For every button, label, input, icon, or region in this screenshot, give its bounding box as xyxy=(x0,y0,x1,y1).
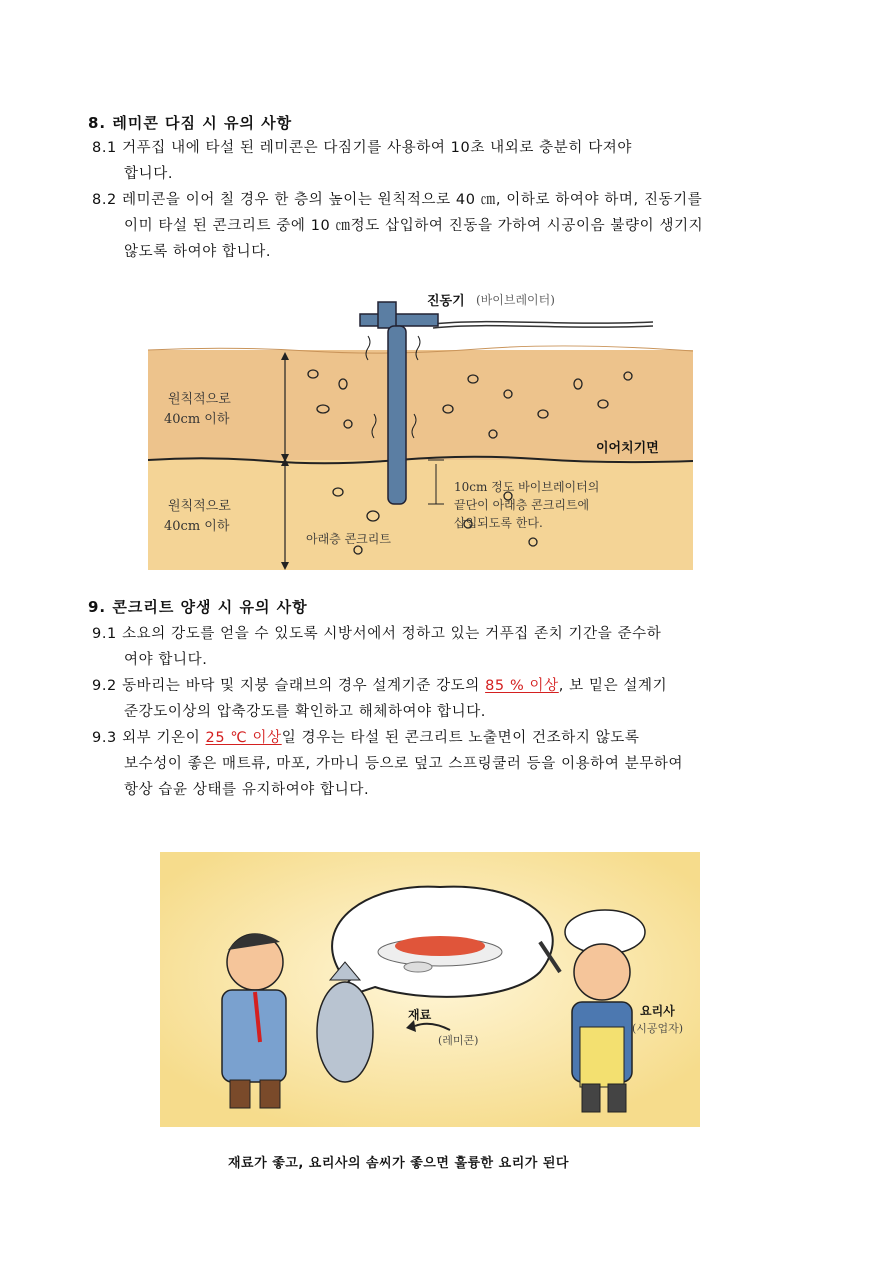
vibrator-paren: (바이브레이터) xyxy=(476,293,555,307)
upper-layer-label-2: 40cm 이하 xyxy=(164,412,230,427)
item-9-3-post: 일 경우는 타설 된 콘크리트 노출면이 건조하지 않도록 xyxy=(281,730,640,746)
vibrator-figure xyxy=(148,284,693,570)
chef-cartoon-figure xyxy=(160,852,700,1182)
item-9-2-pre: 9.2 동바리는 바닥 및 지붕 슬래브의 경우 설계기준 강도의 xyxy=(92,678,486,694)
figure-caption: 재료가 좋고, 요리사의 솜씨가 좋으면 훌륭한 요리가 된다 xyxy=(228,1156,569,1171)
chef-paren: (시공업자) xyxy=(632,1022,684,1035)
material-paren: (레미콘) xyxy=(438,1034,479,1047)
material-label: 재료 xyxy=(408,1008,432,1022)
lower-layer-label-2: 40cm 이하 xyxy=(164,519,230,534)
item-9-2-highlight: 85 % 이상 xyxy=(485,678,559,694)
insert-note-1: 10cm 정도 바이브레이터의 xyxy=(454,480,600,494)
item-9-3-line3: 항상 습윤 상태를 유지하여야 합니다. xyxy=(124,782,370,798)
item-9-2-line1 xyxy=(92,674,667,695)
chef-label: 요리사 xyxy=(640,1004,675,1018)
item-9-3-line1 xyxy=(92,726,640,747)
section-8-heading: 8. 레미콘 다짐 시 유의 사항 xyxy=(88,114,293,132)
item-9-2-line2: 준강도이상의 압축강도를 확인하고 해체하여야 합니다. xyxy=(124,704,487,720)
item-9-1-line1: 9.1 소요의 강도를 얻을 수 있도록 시방서에서 정하고 있는 거푸집 존치 기간을 준수하 xyxy=(92,626,662,642)
item-8-2-line3: 않도록 하여야 합니다. xyxy=(124,244,272,260)
item-9-2-post: , 보 밑은 설계기 xyxy=(558,678,668,694)
item-8-2-line1: 8.2 레미콘을 이어 칠 경우 한 층의 높이는 원칙적으로 40 ㎝, 이하로 하여야 하며, 진동기를 xyxy=(92,192,703,208)
item-9-3-line2: 보수성이 좋은 매트류, 마포, 가마니 등으로 덮고 스프링쿨러 등을 이용하여 분무하여 xyxy=(124,756,684,772)
joint-label: 이어치기면 xyxy=(596,441,659,456)
vibrator-illustration xyxy=(148,284,693,570)
insert-note-2: 끝단이 아래층 콘크리트에 xyxy=(454,498,590,512)
upper-layer-label-1: 원칙적으로 xyxy=(168,392,231,407)
item-9-1-line2: 여야 합니다. xyxy=(124,652,208,668)
item-8-2-line2: 이미 타설 된 콘크리트 중에 10 ㎝정도 삽입하여 진동을 가하여 시공이음 불량이 생기지 xyxy=(124,218,704,234)
insert-note-3: 삽입되도록 한다. xyxy=(454,516,543,530)
item-8-1-line2: 합니다. xyxy=(124,166,174,182)
lower-concrete-label: 아래층 콘크리트 xyxy=(306,532,391,546)
item-8-1-line1: 8.1 거푸집 내에 타설 된 레미콘은 다짐기를 사용하여 10초 내외로 충분히 다져야 xyxy=(92,140,633,156)
item-9-3-highlight: 25 ℃ 이상 xyxy=(205,730,282,746)
section-9-heading: 9. 콘크리트 양생 시 유의 사항 xyxy=(88,598,308,616)
lower-layer-label-1: 원칙적으로 xyxy=(168,499,231,514)
item-9-3-pre: 9.3 외부 기온이 xyxy=(92,730,206,746)
vibrator-title: 진동기 xyxy=(427,294,465,309)
